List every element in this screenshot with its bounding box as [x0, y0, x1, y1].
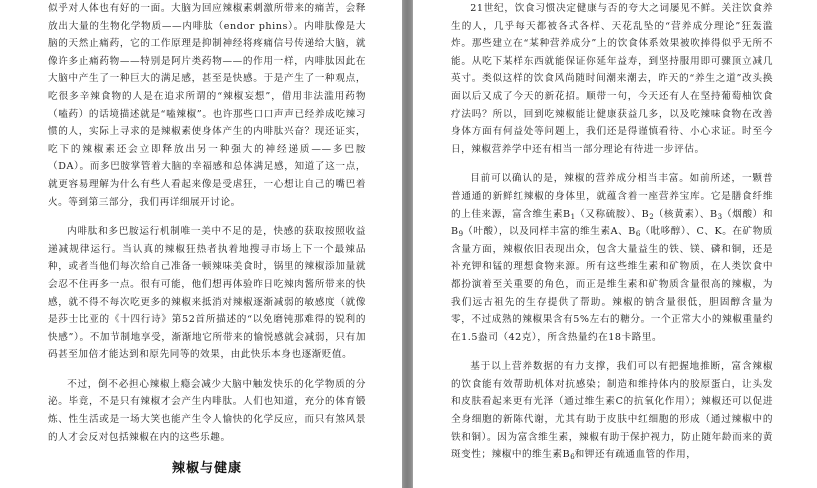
subscript: 2 — [649, 212, 654, 221]
text-run: （吡哆醇）、C、K。在矿物质含量方面，辣椒依旧表现出众，包含大量益生的铁、镁、磷和铜，还是补充钾和锰的理想食物来源。所有这些维生素和矿物质，在人类饮食中都扮演着至关重要的角色，而正是维生素和矿物质含量很高的辣椒，为我们远古祖先的生存提供了帮助。辣椒的钠含量很低，胆固醇含量为零，不过成熟的辣椒果含有5%左右的糖分。一个正常大小的辣椒重量约在1.5盎司（42克），所含热量约在18卡路里。 — [451, 226, 773, 343]
right-text-column — [451, 0, 773, 476]
paragraph — [451, 358, 773, 464]
subscript: 9 — [458, 230, 464, 239]
subscript: 3 — [717, 212, 723, 221]
paragraph — [451, 170, 773, 346]
text-run: 基于以上营养数据的有力支撑，我们可以有把握地推断，富含辣椒的饮食能有效帮助机体对抗感染；制造和维持体内的胶原蛋白，让头发和皮肤看起来更有光泽（通过维生素C的抗氧化作用）；辣椒还可以促进全身细胞的新陈代谢，尤其有助于皮肤中红细胞的形成（通过辣椒中的铁和铜）。因为富含维生素，辣椒有助于保护视力，防止随年龄而来的黄斑变性；辣椒中的维生素B — [451, 361, 773, 461]
left-text-column — [48, 0, 366, 478]
text-run: （烟酸）和B — [451, 208, 773, 238]
left-page — [0, 0, 402, 488]
section-heading: 辣椒与健康 — [171, 461, 242, 477]
text-run: （叶酸），以及同样丰富的维生素A、B — [463, 226, 636, 238]
paragraph: 不过，倒不必担心辣椒上瘾会减少大脑中触发快乐的化学物质的分泌。毕竟，不是只有辣椒才会产生内啡肽。人们也知道，充分的体育锻炼、性生活或是一场大笑也能产生令人愉快的化学反应，而只有煞风景的人才会反对包括辣椒在内的这些乐趣。 — [48, 378, 366, 443]
right-page — [413, 0, 817, 488]
text-run: （核黄素）、B — [653, 208, 718, 220]
page-gutter — [402, 0, 413, 488]
text-run: 目前可以确认的是，辣椒的营养成分相当丰富。如前所述，一颗普普通通的新鲜红辣椒的身体里，就蕴含着一座营养宝库。它是膳食纤维的上佳来源，富含维生素B — [451, 173, 773, 220]
paragraph: 内啡肽和多巴胺运行机制唯一美中不足的是，快感的获取按照收益递减规律运行。当认真的辣椒狂热者执着地搜寻市场上下一个最辣品种，或者当他们每次给自己准备一顿辣味美食时，锅里的辣椒添加量就会忍不住再多一点。很有可能，他们想再体验昨日吃辣肉酱所带来的快感，就不得不每次吃更多的辣椒来抵消对辣椒逐渐减弱的敏感度（就像是莎士比亚的《十四行诗》第52首所描述的“以免磨钝那难得的锐利的快感”）。不加节制地享受，渐渐地它所带来的愉悦感就会减弱，只有加码甚至加倍才能达到和原先同等的效果，由此快乐本身也逐渐贬值。 — [48, 226, 366, 361]
paragraph: 似乎对人体也有好的一面。大脑为回应辣椒素刺激所带来的痛苦，会释放出大量的生物化学物质——内啡肽（endor phins）。内啡肽像是大脑的天然止痛药，它的工作原理是抑制神经将疼痛信号传递给大脑，就像许多止痛药物——特别是阿片类药物——的作用一样，内啡肽因此在大脑中产生了一种巨大的满足感，甚至是快感。于是产生了一种观点，吃很多辛辣食物的人是在追求所谓的“辣椒妄想”，借用非法滥用药物（嗑药）的话境描述就是“嗑辣椒”。也许那些口口声声已经养成吃辣习惯的人，实际上寻求的是辣椒素使身体产生的内啡肽兴奋？现还证实，吃下的辣椒素还会立即释放出另一种强大的神经递质——多巴胺（DA）。而多巴胺掌管着大脑的幸福感和总体满足感，知道了这一点，就更容易理解为什么有些人看起来像是受虐狂，一心想让自己的嘴巴着火。等到第三部分，我们再详细展开讨论。 — [48, 3, 366, 208]
text-run: （又称硫胺）、B — [575, 208, 650, 220]
subscript: 6 — [570, 453, 575, 462]
subscript: 6 — [635, 230, 641, 239]
subscript: 1 — [570, 212, 576, 221]
paragraph: 21世纪，饮食习惯决定健康与否的夸大之词屡见不鲜。关注饮食养生的人，几乎每天都被各式各样、天花乱坠的“营养成分理论”狂轰滥炸。那些建立在“某种营养成分”上的饮食体系效果被吹捧得似乎无所不能。从吃下某样东西就能保证你延年益寿，到坚持服用即可骤顶立减几英寸。类似这样的饮食风尚随时间潮来潮去，昨天的“养生之道”改头换面以后又成了今天的新花招。顺带一句，今天还有人在坚持葡萄柚饮食疗法吗？所以，回到吃辣椒能让健康获益几多，以及吃辣味食物在改善身体方面有何益处等问题上，我们还是得谨慎看待、小心求证。时至今日，辣椒营养学中还有相当一部分理论有待进一步评估。 — [451, 3, 773, 155]
text-run: 和钾还有疏通血管的作用， — [574, 449, 697, 461]
